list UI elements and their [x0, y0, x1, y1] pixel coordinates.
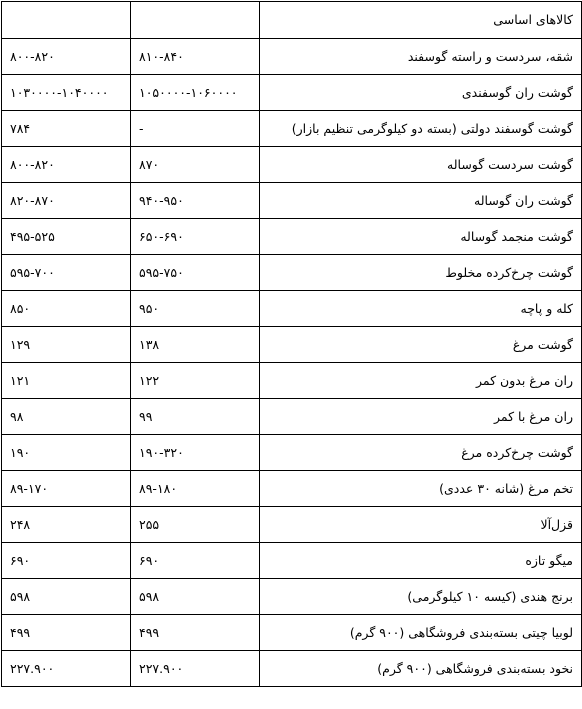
- price-b-cell: ۹۸: [2, 399, 131, 435]
- item-name-cell: گوشت مرغ: [260, 327, 582, 363]
- table-row: [2, 219, 582, 255]
- item-name-cell: گوشت ران گوساله: [260, 183, 582, 219]
- table-row: [2, 471, 582, 507]
- table-row: [2, 615, 582, 651]
- price-a-cell: ۵۹۵-۷۵۰: [131, 255, 260, 291]
- price-b-cell: ۴۹۹: [2, 615, 131, 651]
- price-a-cell: ۸۷۰: [131, 147, 260, 183]
- table-row: [2, 363, 582, 399]
- table-row: [2, 39, 582, 75]
- price-b-cell: ۶۹۰: [2, 543, 131, 579]
- table-row: [2, 255, 582, 291]
- price-b-cell: ۸۲۰-۸۷۰: [2, 183, 131, 219]
- header-item-cell: کالاهای اساسی: [260, 2, 582, 39]
- item-name-cell: تخم مرغ (شانه ۳۰ عددی): [260, 471, 582, 507]
- price-a-cell: -: [131, 111, 260, 147]
- item-name-cell: گوشت ران گوسفندی: [260, 75, 582, 111]
- table-row: [2, 543, 582, 579]
- table-row: [2, 327, 582, 363]
- price-a-cell: ۲۲۷.۹۰۰: [131, 651, 260, 687]
- price-b-cell: ۱۲۱: [2, 363, 131, 399]
- item-name-cell: نخود بسته‌بندی فروشگاهی (۹۰۰ گرم): [260, 651, 582, 687]
- table-row: [2, 651, 582, 687]
- item-name-cell: قزل‌آلا: [260, 507, 582, 543]
- price-b-cell: ۸۹-۱۷۰: [2, 471, 131, 507]
- price-b-cell: ۱۰۳۰۰۰۰-۱۰۴۰۰۰۰: [2, 75, 131, 111]
- price-a-cell: ۹۹: [131, 399, 260, 435]
- price-a-cell: ۶۵۰-۶۹۰: [131, 219, 260, 255]
- price-a-cell: ۹۵۰: [131, 291, 260, 327]
- table-row: [2, 183, 582, 219]
- price-b-cell: ۸۵۰: [2, 291, 131, 327]
- item-name-cell: ران مرغ بدون کمر: [260, 363, 582, 399]
- price-a-cell: ۶۹۰: [131, 543, 260, 579]
- price-b-cell: ۲۲۷.۹۰۰: [2, 651, 131, 687]
- price-a-cell: ۱۲۲: [131, 363, 260, 399]
- price-b-cell: ۲۴۸: [2, 507, 131, 543]
- table-header-row: [2, 2, 582, 39]
- item-name-cell: گوشت گوسفند دولتی (بسته دو کیلوگرمی تنظیم بازار): [260, 111, 582, 147]
- table-row: [2, 435, 582, 471]
- price-table: [1, 1, 582, 687]
- table-row: [2, 147, 582, 183]
- price-table-body: [2, 2, 582, 687]
- item-name-cell: برنج هندی (کیسه ۱۰ کیلوگرمی): [260, 579, 582, 615]
- item-name-cell: گوشت چرخ‌کرده مرغ: [260, 435, 582, 471]
- price-b-cell: ۱۲۹: [2, 327, 131, 363]
- price-a-cell: ۹۴۰-۹۵۰: [131, 183, 260, 219]
- table-row: [2, 75, 582, 111]
- price-b-cell: ۱۹۰: [2, 435, 131, 471]
- price-b-cell: ۸۰۰-۸۲۰: [2, 39, 131, 75]
- price-a-cell: ۴۹۹: [131, 615, 260, 651]
- price-a-cell: ۱۳۸: [131, 327, 260, 363]
- header-price-b-cell: [2, 2, 131, 39]
- price-b-cell: ۵۹۵-۷۰۰: [2, 255, 131, 291]
- item-name-cell: شقه، سردست و راسته گوسفند: [260, 39, 582, 75]
- price-a-cell: ۵۹۸: [131, 579, 260, 615]
- item-name-cell: گوشت منجمد گوساله: [260, 219, 582, 255]
- table-row: [2, 291, 582, 327]
- table-row: [2, 507, 582, 543]
- table-row: [2, 579, 582, 615]
- price-a-cell: ۱۰۵۰۰۰۰-۱۰۶۰۰۰۰: [131, 75, 260, 111]
- item-name-cell: گوشت سردست گوساله: [260, 147, 582, 183]
- price-a-cell: ۸۱۰-۸۴۰: [131, 39, 260, 75]
- item-name-cell: کله و پاچه: [260, 291, 582, 327]
- item-name-cell: لوبیا چیتی بسته‌بندی فروشگاهی (۹۰۰ گرم): [260, 615, 582, 651]
- price-b-cell: ۷۸۴: [2, 111, 131, 147]
- price-b-cell: ۵۹۸: [2, 579, 131, 615]
- price-a-cell: ۱۹۰-۳۲۰: [131, 435, 260, 471]
- item-name-cell: گوشت چرخ‌کرده مخلوط: [260, 255, 582, 291]
- table-row: [2, 399, 582, 435]
- price-a-cell: ۲۵۵: [131, 507, 260, 543]
- table-row: [2, 111, 582, 147]
- price-b-cell: ۴۹۵-۵۲۵: [2, 219, 131, 255]
- header-price-a-cell: [131, 2, 260, 39]
- price-a-cell: ۸۹-۱۸۰: [131, 471, 260, 507]
- item-name-cell: ران مرغ با کمر: [260, 399, 582, 435]
- price-b-cell: ۸۰۰-۸۲۰: [2, 147, 131, 183]
- item-name-cell: میگو تازه: [260, 543, 582, 579]
